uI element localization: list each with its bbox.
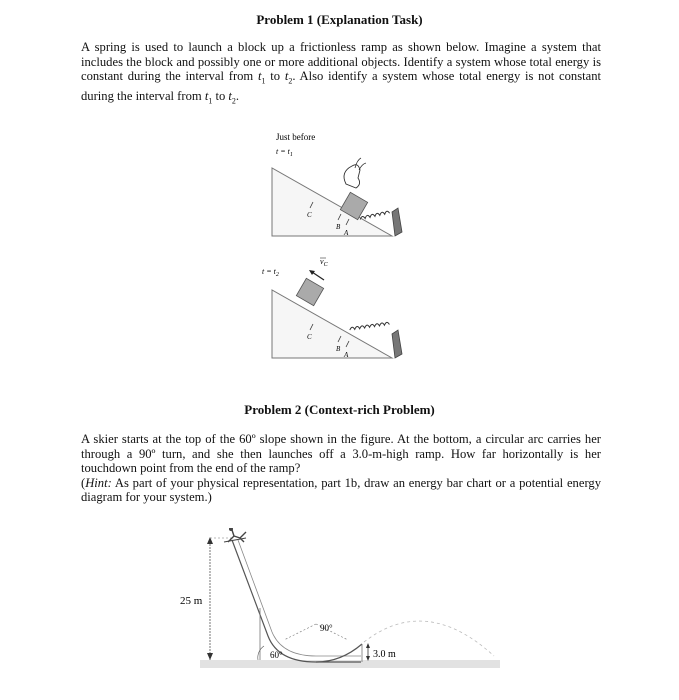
label-b: B	[336, 345, 341, 353]
t2-var: t	[284, 69, 289, 84]
t2b-var: t	[228, 89, 232, 104]
time-label-t2: $t = t_2$	[262, 267, 279, 278]
ramp-figure-after	[262, 250, 422, 370]
problem2-hint: (Hint: As part of your physical representation, part 1b, draw an energy bar chart or a potential energy diagram for your system.)	[81, 475, 601, 505]
t1-var: t	[258, 69, 262, 84]
problem1-title: Problem 1 (Explanation Task)	[256, 12, 423, 27]
arc-radius-line-1	[284, 624, 316, 640]
problem1-text-end: .	[235, 89, 240, 104]
ramp-triangle	[272, 168, 392, 236]
hand-icon	[344, 165, 360, 188]
t1b-var: t	[204, 89, 209, 104]
slope-track	[232, 540, 361, 662]
velocity-label: $v_C$	[320, 257, 328, 268]
skier-figure	[176, 528, 506, 700]
slope-track-inner	[238, 540, 361, 656]
label-c: C	[307, 333, 312, 341]
ramp-height-label: 3.0 m	[373, 649, 396, 660]
hint-label: Hint:	[85, 475, 112, 490]
block	[296, 278, 323, 305]
height-arrow-bottom-icon	[207, 653, 213, 660]
angle-arc	[258, 646, 264, 660]
spring-compressed	[360, 211, 390, 220]
t2-sub: 2	[288, 76, 293, 86]
launch-ramp	[316, 644, 362, 662]
arc-label: 90°	[320, 623, 333, 633]
ramp-triangle	[272, 290, 392, 358]
problem1-text-mid3: to	[212, 89, 229, 104]
time-label-t1: $t = t_1$	[276, 147, 293, 158]
problem2-title: Problem 2 (Context-rich Problem)	[244, 402, 435, 417]
velocity-arrow-head-icon	[309, 270, 315, 275]
problem2-text	[81, 432, 601, 505]
problem1-text	[81, 40, 601, 109]
label-c: C	[307, 211, 312, 219]
wall-block	[392, 208, 402, 236]
label-a: A	[344, 229, 349, 237]
t1-sub: 1	[261, 76, 266, 86]
skier-icon	[228, 530, 246, 542]
just-before-caption: Just before	[276, 132, 316, 142]
label-a: A	[344, 351, 349, 359]
wall-block	[392, 330, 402, 358]
ramp-figure-before	[262, 128, 422, 248]
label-b: B	[336, 223, 341, 231]
problem1-text-mid2: . Also identify a system whose total energy is not constant during the interval from	[81, 69, 602, 104]
hint-text: As part of your physical representation, part 1b, draw an energy bar chart or a potential energy diagram for your system.)	[81, 475, 601, 505]
ramp-arrow-top-icon	[366, 643, 370, 648]
problem2-body: A skier starts at the top of the 60º slope shown in the figure. At the bottom, a circular arc carries her through a 90º turn, and she then launches off a 3.0-m-high ramp. How far horizontally is her touchdown point from the end of the ramp?	[81, 432, 601, 476]
angle-label: 60°	[270, 650, 283, 660]
ground	[200, 660, 500, 668]
t1b-sub: 1	[208, 96, 213, 106]
t2b-sub: 2	[231, 96, 236, 106]
problem1-text-pre: A spring is used to launch a block up a frictionless ramp as shown below. Imagine a system that includes the block and possibly one or more additional objects. Identify a system whose total energy is constant during the interval from	[81, 40, 601, 84]
problem1-text-mid: to	[265, 69, 285, 84]
spring-relaxed	[349, 322, 389, 330]
height-label: 25 m	[180, 595, 203, 607]
velocity-arrow	[312, 272, 324, 280]
